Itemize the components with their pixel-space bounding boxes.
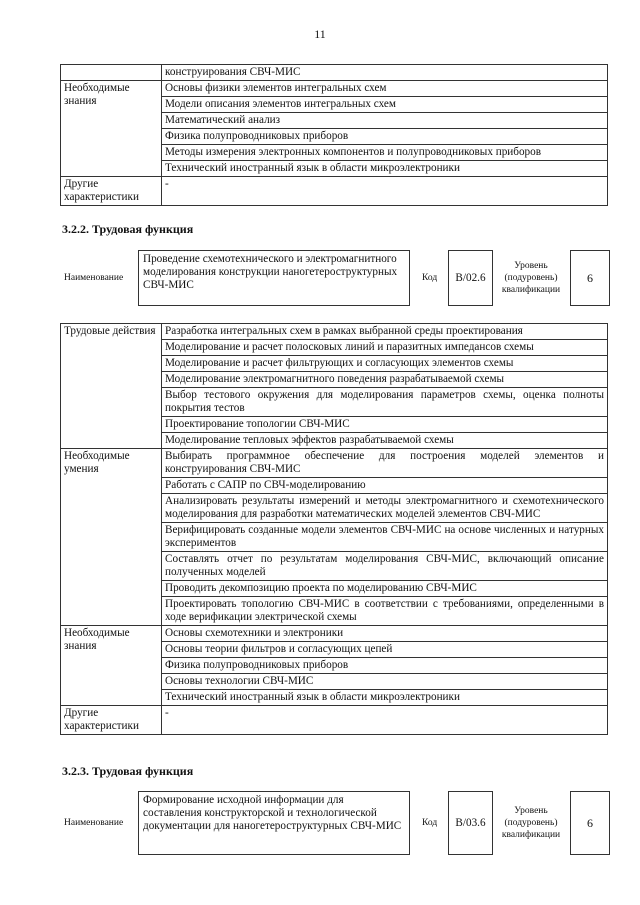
item-cell: Работать с САПР по СВЧ-моделированию: [162, 478, 608, 494]
level-box: 6: [570, 250, 610, 306]
category-cell: Трудовые действия: [61, 324, 162, 449]
section-title-322: 3.2.2. Трудовая функция: [62, 222, 194, 236]
item-cell: Верифицировать созданные модели элементов СВЧ-МИС на основе численных и натурных экспериментов: [162, 523, 608, 552]
item-cell: -: [162, 706, 608, 735]
table-row: [61, 449, 608, 478]
category-cell: Необходимые знания: [61, 81, 162, 177]
item-cell: Моделирование и расчет фильтрующих и согласующих элементов схемы: [162, 356, 608, 372]
item-cell: Основы схемотехники и электроники: [162, 626, 608, 642]
item-cell: Выбор тестового окружения для моделирования параметров схемы, оценка полноты покрытия тестов: [162, 388, 608, 417]
table-row: [61, 65, 608, 81]
level-label: Уровень (подуровень) квалификации: [501, 261, 561, 295]
function-table-322: [60, 323, 608, 735]
table-row: [61, 706, 608, 735]
item-cell: Моделирование тепловых эффектов разрабатываемой схемы: [162, 433, 608, 449]
item-cell: Разработка интегральных схем в рамках выбранной среды проектирования: [162, 324, 608, 340]
item-cell: Физика полупроводниковых приборов: [162, 129, 608, 145]
item-cell: Проектировать топологию СВЧ-МИС в соответствии с требованиями, определенными в ходе верификации электрической схемы: [162, 597, 608, 626]
item-cell: Проектирование топологии СВЧ-МИС: [162, 417, 608, 433]
item-cell: Методы измерения электронных компонентов и полупроводниковых приборов: [162, 145, 608, 161]
name-label: Наименование: [64, 273, 124, 283]
function-name-box: Проведение схемотехнического и электромагнитного моделирования конструкции наногетероструктурных СВЧ-МИС: [138, 250, 410, 306]
function-header-322: [60, 250, 610, 306]
item-cell: Технический иностранный язык в области микроэлектроники: [162, 690, 608, 706]
table-row: [61, 324, 608, 340]
item-cell: Основы физики элементов интегральных схем: [162, 81, 608, 97]
item-cell: Анализировать результаты измерений и методы электромагнитного и схемотехнического моделирования для разработки математических моделей элементов СВЧ-МИС: [162, 494, 608, 523]
function-name-box: Формирование исходной информации для составления конструкторской и технологической документации для наногетероструктурных СВЧ-МИС: [138, 791, 410, 855]
category-cell: Необходимые знания: [61, 626, 162, 706]
code-box: В/03.6: [448, 791, 493, 855]
item-cell: Технический иностранный язык в области микроэлектроники: [162, 161, 608, 177]
table-row: [61, 81, 608, 97]
item-cell: Основы технологии СВЧ-МИС: [162, 674, 608, 690]
category-cell: Необходимые умения: [61, 449, 162, 626]
category-cell: [61, 65, 162, 81]
table-row: [61, 626, 608, 642]
item-cell: Основы теории фильтров и согласующих цепей: [162, 642, 608, 658]
code-label: Код: [422, 273, 438, 283]
name-label: Наименование: [64, 818, 124, 828]
item-cell: Выбирать программное обеспечение для построения моделей элементов и конструирования СВЧ-МИС: [162, 449, 608, 478]
item-cell: Составлять отчет по результатам моделирования СВЧ-МИС, включающий описание полученных моделей: [162, 552, 608, 581]
code-label: Код: [422, 818, 438, 828]
item-cell: Модели описания элементов интегральных схем: [162, 97, 608, 113]
category-cell: Другие характеристики: [61, 706, 162, 735]
level-box: 6: [570, 791, 610, 855]
item-cell: конструирования СВЧ-МИС: [162, 65, 608, 81]
code-box: В/02.6: [448, 250, 493, 306]
table-row: [61, 177, 608, 206]
item-cell: -: [162, 177, 608, 206]
page-number: 11: [314, 27, 326, 41]
item-cell: Моделирование электромагнитного поведения разрабатываемой схемы: [162, 372, 608, 388]
item-cell: Моделирование и расчет полосковых линий и паразитных импедансов схемы: [162, 340, 608, 356]
level-label: Уровень (подуровень) квалификации: [501, 806, 561, 840]
item-cell: Математический анализ: [162, 113, 608, 129]
section-title-323: 3.2.3. Трудовая функция: [62, 764, 194, 778]
item-cell: Физика полупроводниковых приборов: [162, 658, 608, 674]
top-table: [60, 64, 608, 206]
item-cell: Проводить декомпозицию проекта по моделированию СВЧ-МИС: [162, 581, 608, 597]
function-header-323: [60, 791, 610, 855]
category-cell: Другие характеристики: [61, 177, 162, 206]
